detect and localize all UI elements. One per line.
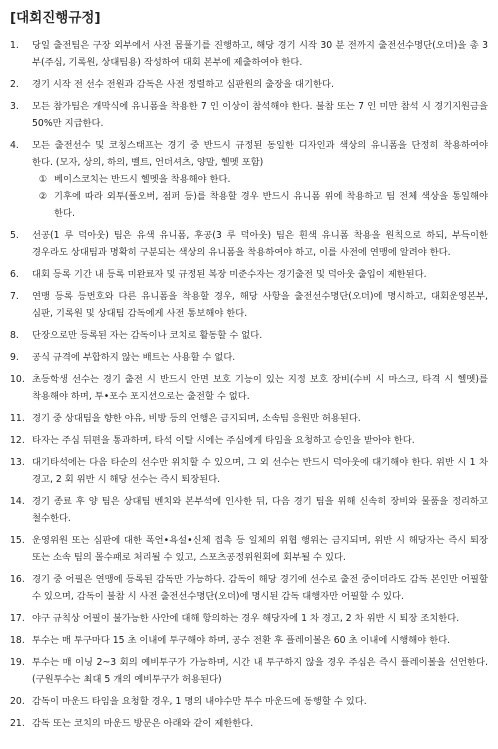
rule-number: 6. bbox=[10, 269, 19, 280]
rule-body bbox=[32, 98, 488, 132]
rule-text: 모든 참가팀은 개막식에 유니폼을 착용한 7 인 이상이 참석해야 한다. 불참 또는 7 인 미만 참석 시 경기지원금을 50%만 지급한다. bbox=[32, 101, 488, 129]
rule-number: 1. bbox=[10, 40, 19, 51]
sub-item-marker: ① bbox=[38, 174, 48, 185]
rule-body bbox=[32, 76, 488, 93]
rule-body bbox=[32, 410, 488, 427]
rule-number: 12. bbox=[10, 435, 25, 446]
rule-item bbox=[10, 410, 488, 427]
rule-text: 초등학생 선수는 경기 출전 시 반드시 안면 보호 기능이 있는 지정 보호 장비(수비 시 마스크, 타격 시 헬멧)를 착용해야 하며, 투•포수 포지션으로는 출전할 수 없다. bbox=[32, 374, 488, 402]
rule-number: 4. bbox=[10, 140, 19, 151]
rule-number: 19. bbox=[10, 657, 25, 668]
rule-item bbox=[10, 571, 488, 605]
rule-text: 모든 출전선수 및 코칭스태프는 경기 중 반드시 규정된 동일한 디자인과 색상의 유니폼을 단정히 착용하여야 한다. (모자, 상의, 하의, 벨트, 언더셔츠, 양말, 헬멧 포함) bbox=[32, 140, 488, 168]
rule-sub-item bbox=[32, 171, 488, 188]
rule-body bbox=[32, 693, 488, 710]
rule-item bbox=[10, 349, 488, 366]
rule-item bbox=[10, 432, 488, 449]
rule-item bbox=[10, 715, 488, 732]
rule-body bbox=[32, 371, 488, 405]
rule-number: 16. bbox=[10, 574, 25, 585]
rule-number: 9. bbox=[10, 352, 19, 363]
rule-item bbox=[10, 227, 488, 261]
rule-number: 14. bbox=[10, 496, 25, 507]
rule-item bbox=[10, 454, 488, 488]
rule-text: 경기 중 상대팀을 향한 야유, 비방 등의 언행은 금지되며, 소속팀 응원만 허용된다. bbox=[32, 413, 361, 424]
rule-item bbox=[10, 98, 488, 132]
rule-item bbox=[10, 266, 488, 283]
rule-text: 야구 규칙상 어필이 불가능한 사안에 대해 항의하는 경우 해당자에 1 차 경고, 2 차 위반 시 퇴장 조치한다. bbox=[32, 613, 460, 624]
rule-body bbox=[32, 266, 488, 283]
rule-number: 7. bbox=[10, 291, 19, 302]
rule-text: 투수는 매 이닝 2~3 회의 예비투구가 가능하며, 시간 내 투구하지 않을 경우 주심은 즉시 플레이볼을 선언한다. (구원투수는 최대 5 개의 예비투구가 허용된다) bbox=[32, 657, 488, 685]
rule-text: 경기 시작 전 선수 전원과 감독은 사전 정렬하고 심판원의 출장을 대기한다. bbox=[32, 79, 334, 90]
rule-item bbox=[10, 632, 488, 649]
rule-body bbox=[32, 227, 488, 261]
rule-item bbox=[10, 610, 488, 627]
rule-text: 경기 종료 후 양 팀은 상대팀 벤치와 본부석에 인사한 뒤, 다음 경기 팀을 위해 신속히 장비와 물품을 정리하고 철수한다. bbox=[32, 496, 488, 524]
rule-item bbox=[10, 493, 488, 527]
rule-text: 감독 또는 코치의 마운드 방문은 아래와 같이 제한한다. bbox=[32, 718, 254, 729]
rule-number: 17. bbox=[10, 613, 25, 624]
rule-item bbox=[10, 327, 488, 344]
rule-text: 감독이 마운드 타임을 요청할 경우, 1 명의 내야수만 투수 마운드에 동행할 수 있다. bbox=[32, 696, 367, 707]
sub-item-marker: ② bbox=[38, 191, 48, 202]
rule-text: 대회 등록 기간 내 등록 미완료자 및 규정된 복장 미준수자는 경기출전 및 덕아웃 출입이 제한된다. bbox=[32, 269, 427, 280]
rule-body bbox=[32, 532, 488, 566]
rule-text: 단장으로만 등록된 자는 감독이나 코치로 활동할 수 없다. bbox=[32, 330, 263, 341]
rule-number: 20. bbox=[10, 696, 25, 707]
rule-body bbox=[32, 327, 488, 344]
rule-number: 10. bbox=[10, 374, 25, 385]
rule-body bbox=[32, 37, 488, 71]
rule-number: 5. bbox=[10, 230, 19, 241]
rule-body bbox=[32, 288, 488, 322]
rule-text: 공식 규격에 부합하지 않는 배트는 사용할 수 없다. bbox=[32, 352, 236, 363]
rule-item bbox=[10, 76, 488, 93]
rule-sub-item bbox=[32, 188, 488, 222]
rule-body bbox=[32, 715, 488, 732]
document-title: [대회진행규정] bbox=[10, 10, 101, 26]
rule-item bbox=[10, 37, 488, 71]
rule-body bbox=[32, 349, 488, 366]
rule-item bbox=[10, 371, 488, 405]
rule-text: 경기 중 어필은 연맹에 등록된 감독만 가능하다. 감독이 해당 경기에 선수로 출전 중이더라도 감독 본인만 어필할 수 있으며, 감독이 불참 시 사전 출전선수명단(오더)에 명시된 감독 대행자만 어필할 수 있다. bbox=[32, 574, 488, 602]
rule-body bbox=[32, 454, 488, 488]
rule-item bbox=[10, 137, 488, 222]
rule-text: 대기타석에는 다음 타순의 선수만 위치할 수 있으며, 그 외 선수는 반드시 덕아웃에 대기해야 한다. 위반 시 1 차 경고, 2 회 위반 시 해당 선수는 즉시 퇴장된다. bbox=[32, 457, 488, 485]
rule-body bbox=[32, 654, 488, 688]
rule-body bbox=[32, 632, 488, 649]
rule-body bbox=[32, 432, 488, 449]
rule-body bbox=[32, 610, 488, 627]
sub-item-text: 기후에 따라 외투(폴오버, 점퍼 등)를 착용할 경우 반드시 유니폼 위에 착용하고 팀 전체 색상을 통일해야 한다. bbox=[54, 191, 488, 219]
rules-list bbox=[10, 37, 488, 732]
rule-number: 11. bbox=[10, 413, 25, 424]
rule-number: 3. bbox=[10, 101, 19, 112]
rule-body bbox=[32, 493, 488, 527]
rule-item bbox=[10, 654, 488, 688]
rule-text: 당일 출전팀은 구장 외부에서 사전 몸풀기를 진행하고, 해당 경기 시작 30 분 전까지 출전선수명단(오더)을 총 3 부(주심, 기록원, 상대팀용) 작성하여 대회 본부에 제출하여야 한다. bbox=[32, 40, 488, 68]
rule-text: 타자는 주심 뒤편을 통과하며, 타석 이탈 시에는 주심에게 타임을 요청하고 승인을 받아야 한다. bbox=[32, 435, 415, 446]
rule-number: 8. bbox=[10, 330, 19, 341]
rule-number: 21. bbox=[10, 718, 25, 729]
rule-text: 선공(1 루 덕아웃) 팀은 유색 유니폼, 후공(3 루 덕아웃) 팀은 흰색 유니폼 착용을 원칙으로 하되, 부득이한 경우라도 상대팀과 명확히 구분되는 색상의 유니폼을 착용하여야 하고, 이를 사전에 연맹에 알려야 한다. bbox=[32, 230, 488, 258]
rule-item bbox=[10, 693, 488, 710]
rule-number: 15. bbox=[10, 535, 25, 546]
rule-text: 운영위원 또는 심판에 대한 폭언•욕설•신체 접촉 등 일체의 위협 행위는 금지되며, 위반 시 해당자는 즉시 퇴장 또는 소속 팀의 몰수패로 처리될 수 있고, 스포츠공정위원회에 회부될 수 있다. bbox=[32, 535, 488, 563]
rule-body bbox=[32, 571, 488, 605]
rule-item bbox=[10, 532, 488, 566]
rule-item bbox=[10, 288, 488, 322]
rule-text: 연맹 등록 등번호와 다른 유니폼을 착용할 경우, 해당 사항을 출전선수명단(오더)에 명시하고, 대회운영본부, 심판, 기록원 및 상대팀 감독에게 사전 통보해야 한다. bbox=[32, 291, 488, 319]
rule-text: 투수는 매 투구마다 15 초 이내에 투구해야 하며, 공수 전환 후 플레이볼은 60 초 이내에 시행해야 한다. bbox=[32, 635, 451, 646]
rule-body bbox=[32, 137, 488, 222]
rule-number: 2. bbox=[10, 79, 19, 90]
rule-number: 13. bbox=[10, 457, 25, 468]
sub-item-text: 베이스코치는 반드시 헬멧을 착용해야 한다. bbox=[54, 174, 231, 185]
rule-number: 18. bbox=[10, 635, 25, 646]
